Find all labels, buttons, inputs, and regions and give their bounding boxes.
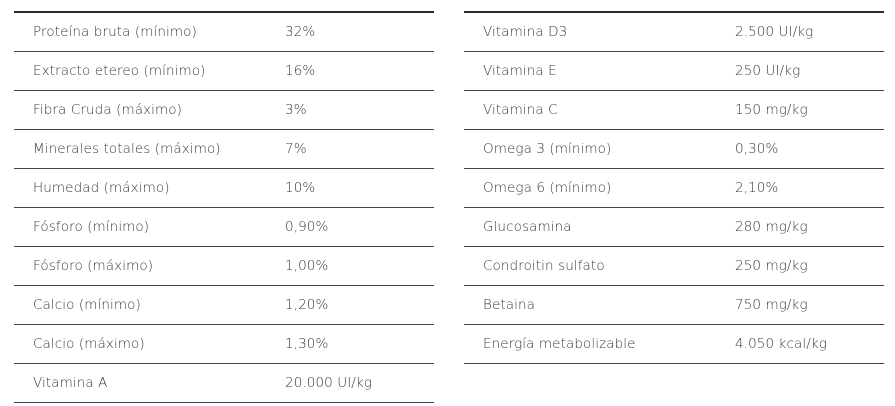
nutrient-name: Humedad (máximo) [14,169,285,208]
nutrient-name: Calcio (máximo) [14,325,285,364]
nutrition-table-right-container [464,11,884,364]
table-row [14,286,434,325]
nutrient-value: 7% [285,130,434,169]
nutrient-name: Omega 3 (mínimo) [464,130,735,169]
nutrient-value: 1,30% [285,325,434,364]
nutrition-table-left-container [14,11,434,403]
table-row [464,130,884,169]
table-row [14,130,434,169]
table-row [14,12,434,52]
table-row [464,169,884,208]
nutrient-value: 32% [285,12,434,52]
nutrient-name: Fósforo (máximo) [14,247,285,286]
nutrient-name: Minerales totales (máximo) [14,130,285,169]
nutrient-value: 0,30% [735,130,884,169]
nutrient-name: Vitamina A [14,364,285,403]
nutrient-name: Calcio (mínimo) [14,286,285,325]
nutrient-name: Omega 6 (mínimo) [464,169,735,208]
nutrient-value: 10% [285,169,434,208]
nutrition-table-left [14,11,434,403]
nutrient-value: 250 mg/kg [735,247,884,286]
nutrient-name: Fósforo (mínimo) [14,208,285,247]
nutrient-value: 0,90% [285,208,434,247]
table-row [464,208,884,247]
nutrient-value: 2.500 UI/kg [735,12,884,52]
table-row [464,325,884,364]
nutrient-name: Glucosamina [464,208,735,247]
table-row [464,12,884,52]
nutrient-value: 1,00% [285,247,434,286]
nutrient-name: Proteína bruta (mínimo) [14,12,285,52]
nutrient-value: 1,20% [285,286,434,325]
nutrient-value: 750 mg/kg [735,286,884,325]
nutrient-name: Vitamina C [464,91,735,130]
table-row [14,91,434,130]
table-row [14,169,434,208]
nutrient-value: 2,10% [735,169,884,208]
nutrient-value: 280 mg/kg [735,208,884,247]
table-row [464,91,884,130]
nutrient-name: Betaina [464,286,735,325]
table-row [14,208,434,247]
nutrient-name: Condroitin sulfato [464,247,735,286]
nutrient-value: 250 UI/kg [735,52,884,91]
nutrient-name: Extracto etereo (mínimo) [14,52,285,91]
table-row [464,286,884,325]
table-row [464,247,884,286]
nutrient-name: Fibra Cruda (máximo) [14,91,285,130]
nutrition-table-right [464,11,884,364]
table-row [14,247,434,286]
table-row [14,364,434,403]
nutrient-value: 16% [285,52,434,91]
nutrient-value: 4.050 kcal/kg [735,325,884,364]
table-row [14,52,434,91]
nutrient-name: Energía metabolizable [464,325,735,364]
table-row [14,325,434,364]
nutrient-value: 20.000 UI/kg [285,364,434,403]
nutrient-value: 3% [285,91,434,130]
nutrient-value: 150 mg/kg [735,91,884,130]
nutrient-name: Vitamina E [464,52,735,91]
nutrient-name: Vitamina D3 [464,12,735,52]
table-row [464,52,884,91]
